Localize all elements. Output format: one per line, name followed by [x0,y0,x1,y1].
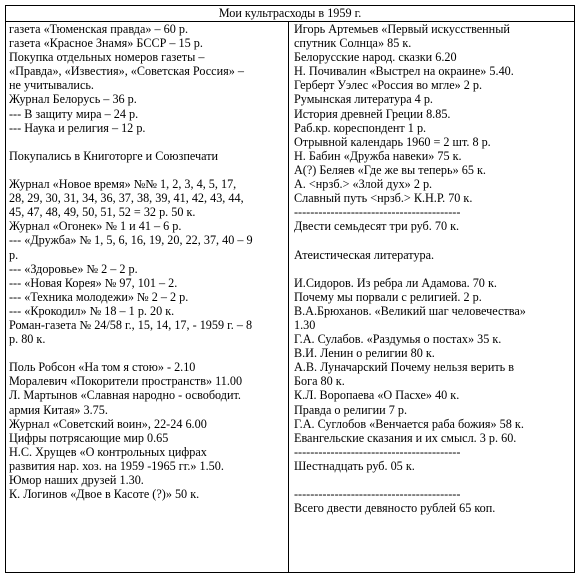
right-column-line: Почему мы порвали с религией. 2 р. [294,289,482,304]
left-column-line: --- «Крокодил» № 18 – 1 р. 20 к. [9,303,175,318]
right-column-line: А.В. Луначарский Почему нельзя верить в [294,360,515,375]
left-column-line: --- «Техника молодежи» № 2 – 2 р. [9,289,189,304]
table-body [6,22,574,572]
left-column-line: р. 80 к. [9,332,46,347]
left-column-line: Цифры потрясающие мир 0.65 [9,430,169,445]
left-column-line: Н.С. Хрущев «О контрольных цифрах [9,444,207,459]
expenses-table [5,5,575,573]
right-column-line: спутник Солнца» 85 к. [294,36,412,51]
right-column-line: Славный путь <нрзб.> К.Н.Р. 70 к. [294,191,473,206]
right-column-line: Двести семьдесят три руб. 70 к. [294,219,460,234]
left-column-line: «Правда», «Известия», «Советская Россия» – [9,64,244,79]
left-column-line: р. [9,247,19,262]
left-column-line: Л. Мартынов «Славная народно - освободит. [9,388,241,403]
left-column [6,22,289,572]
right-column [289,22,574,572]
right-column-line: К.Л. Воропаева «О Пасхе» 40 к. [294,388,460,403]
left-column-line: не учитывались. [9,78,94,93]
left-column-line: Покупка отдельных номеров газеты – [9,50,205,65]
left-column-line: 28, 29, 30, 31, 34, 36, 37, 38, 39, 41, 42, 43, 44, [9,191,244,206]
left-column-line: --- «Новая Корея» № 97, 101 – 2. [9,275,178,290]
right-column-line: Атеистическая литература. [294,247,435,262]
left-column-line: Журнал «Советский воин», 22-24 6.00 [9,416,207,431]
right-column-line: ----------------------------------------- [294,444,461,459]
left-column-line: --- «Дружба» № 1, 5, 6, 16, 19, 20, 22, 37, 40 – 9 [9,233,253,248]
left-column-line: Поль Робсон «На том я стою» - 2.10 [9,360,196,375]
right-column-line: Герберт Уэлес «Россия во мгле» 2 р. [294,78,483,93]
right-column-line: Румынская литература 4 р. [294,92,433,107]
right-column-line: Н. Почивалин «Выстрел на окраине» 5.40. [294,64,514,79]
right-column-line: Н. Бабин «Дружба навеки» 75 к. [294,148,462,163]
right-column-line: Шестнадцать руб. 05 к. [294,458,415,473]
left-column-line: К. Логинов «Двое в Касоте (?)» 50 к. [9,487,200,502]
left-column-blank-line [9,163,286,177]
right-column-line: 1.30 [294,317,316,332]
right-column-line: В.И. Ленин о религии 80 к. [294,346,435,361]
right-column-line: ----------------------------------------- [294,205,461,220]
table-title: Мои культрасходы в 1959 г. [6,6,574,22]
right-column-line: И.Сидоров. Из ребра ли Адамова. 70 к. [294,275,497,290]
left-column-blank-line [9,135,286,149]
left-column-line: Покупались в Книготорге и Союзпечати [9,148,219,163]
right-column-blank-line [294,262,572,276]
right-column-line: Г.А. Сулабов. «Раздумья о постах» 35 к. [294,332,502,347]
left-column-line: развития нар. хоз. на 1959 -1965 гг.» 1.50. [9,458,224,473]
left-column-line: Журнал «Огонек» № 1 и 41 – 6 р. [9,219,182,234]
right-column-blank-line [294,473,572,487]
left-column-line: Моралевич «Покорители пространств» 11.00 [9,374,243,389]
right-column-blank-line [294,233,572,247]
right-column-line: В.А.Брюханов. «Великий шаг человечества» [294,303,526,318]
left-column-line: --- Наука и религия – 12 р. [9,120,146,135]
right-column-line: История древней Греции 8.85. [294,106,451,121]
left-column-line: --- «Здоровье» № 2 – 2 р. [9,261,138,276]
left-column-line: Журнал Белорусь – 36 р. [9,92,137,107]
left-column-blank-line [9,346,286,360]
right-column-line: Бога 80 к. [294,374,345,389]
right-column-line: Белорусские народ. сказки 6.20 [294,50,457,65]
right-column-line: А(?) Беляев «Где же вы теперь» 65 к. [294,162,486,177]
left-column-line: газета «Красное Знамя» БССР – 15 р. [9,36,203,51]
left-column-line: Роман-газета № 24/58 г., 15, 14, 17, - 1959 г. – 8 [9,317,253,332]
right-column-line: Евангельские сказания и их смысл. 3 р. 60. [294,430,517,445]
right-column-line: А. <нрзб.> «Злой дух» 2 р. [294,177,433,192]
left-column-line: Журнал «Новое время» №№ 1, 2, 3, 4, 5, 17, [9,177,237,192]
left-column-line: 45, 47, 48, 49, 50, 51, 52 = 32 р. 50 к. [9,205,196,220]
right-column-line: Всего двести девяносто рублей 65 коп. [294,501,496,516]
left-column-line: Юмор наших друзей 1.30. [9,473,144,487]
right-column-line: Правда о религии 7 р. [294,402,408,417]
left-column-line: --- В защиту мира – 24 р. [9,106,139,121]
right-column-line: Г.А. Суглобов «Венчается раба божия» 58 к. [294,416,524,431]
right-column-line: ----------------------------------------- [294,487,461,502]
left-column-line: газета «Тюменская правда» – 60 р. [9,22,189,36]
right-column-line: Отрывной календарь 1960 = 2 шт. 8 р. [294,134,491,149]
right-column-line: Игорь Артемьев «Первый искусственный [294,22,510,36]
left-column-line: армия Китая» 3.75. [9,402,108,417]
right-column-line: Раб.кр. кореспондент 1 р. [294,120,427,135]
